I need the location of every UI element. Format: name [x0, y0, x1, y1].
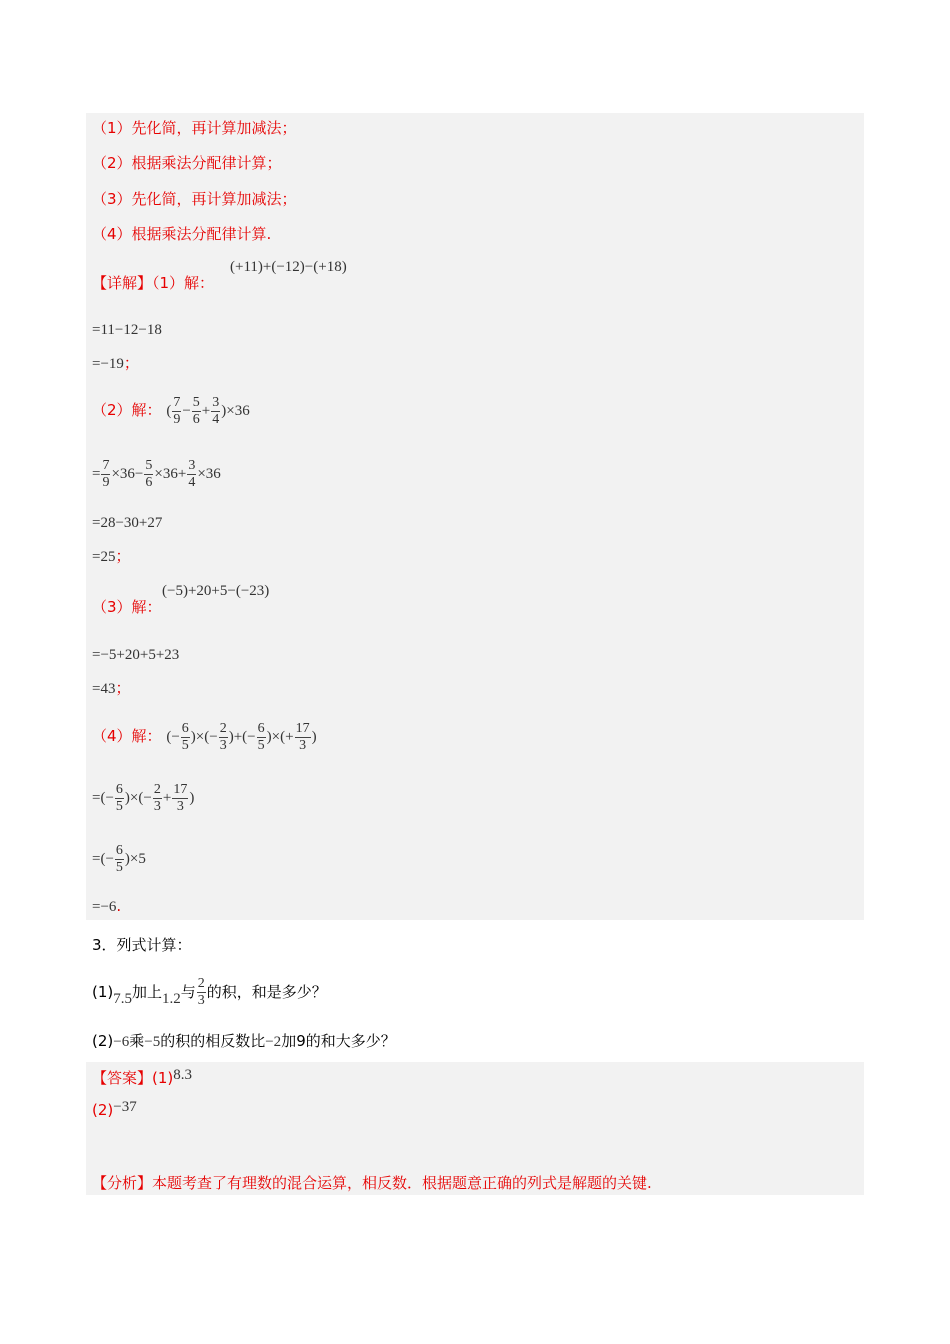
part1-step1: =11−12−18: [92, 322, 162, 338]
fraction: $\frac{5}{6}$: [192, 395, 200, 428]
fraction: $\frac{17}{3}$: [173, 782, 188, 815]
part2-step2: =28−30+27: [92, 515, 163, 531]
part3-expression: (−5)+20+5−(−23): [162, 583, 270, 599]
part2-expression: ( $\frac{7}{9}$ − $\frac{5}{6}$ + $\frac{3}{4}$ )×36: [166, 395, 250, 428]
fraction: $\frac{7}{9}$: [173, 395, 181, 428]
question3-title: 3．列式计算：: [92, 936, 192, 954]
step-1: （1）先化简，再计算加减法；: [92, 119, 297, 137]
part2-result: =25: [92, 549, 116, 565]
part2-result-line: [92, 546, 130, 567]
part3-result: =43: [92, 681, 116, 697]
part4-step1: =(− $\frac{6}{5}$ )×(− $\frac{2}{3}$ + $\frac{17}{3}$ ): [92, 782, 195, 815]
question3-part1: (1)7.5加上1.2与 $\frac{2}{3}$ 的积，和是多少？: [92, 976, 327, 1008]
fraction: $\frac{3}{4}$: [212, 395, 220, 428]
part2-label: （2）解：: [92, 401, 162, 419]
part1-label: （1）解：: [152, 274, 215, 292]
answer-1: 8.3: [173, 1067, 193, 1083]
part3-end: ；: [115, 679, 131, 697]
part1-result-line: [92, 353, 139, 374]
answer-line-2: (2)−37: [92, 1099, 137, 1119]
part1-expression: (+11)+(−12)−(+18): [230, 259, 347, 275]
part4-step2: =(− $\frac{6}{5}$ )×5: [92, 843, 146, 876]
part1-end: ；: [123, 354, 139, 372]
part3-label: （3）解：: [92, 598, 162, 616]
part4-label-line: [92, 714, 317, 759]
part1-result: =−19: [92, 356, 124, 372]
detail-tag: 【详解】: [92, 274, 153, 292]
part4-result: =−6: [92, 899, 117, 915]
step-2: （2）根据乘法分配律计算；: [92, 154, 282, 172]
part4-result-line: [92, 896, 121, 917]
step-4: （4）根据乘法分配律计算.: [92, 225, 272, 243]
part1-label-line: [92, 273, 214, 293]
question3-part2: (2)−6乘−5的积的相反数比−2加9的和大多少？: [92, 1032, 396, 1050]
fraction: $\frac{6}{5}$: [115, 843, 123, 876]
part2-end: ；: [115, 547, 131, 565]
part4-label: （4）解：: [92, 727, 162, 745]
fraction: $\frac{5}{6}$: [145, 458, 153, 491]
step-3: （3）先化简，再计算加减法；: [92, 190, 297, 208]
analysis-line: [92, 1173, 652, 1193]
fraction: $\frac{6}{5}$: [257, 721, 265, 754]
part4-end: .: [116, 897, 122, 915]
fraction: $\frac{3}{4}$: [188, 458, 196, 491]
fraction: $\frac{2}{3}$: [153, 782, 161, 815]
part3-result-line: [92, 678, 130, 699]
part4-expression: (− $\frac{6}{5}$ )×(− $\frac{2}{3}$ )+(− $\frac{6}{5}$ )×(+ $\frac{17}{3}$ ): [166, 721, 317, 754]
fraction: $\frac{2}{3}$: [197, 976, 205, 1008]
part2-label-line: [92, 388, 250, 433]
fraction: $\frac{7}{9}$: [102, 458, 110, 491]
answer-2: −37: [113, 1099, 137, 1115]
fraction: $\frac{6}{5}$: [181, 721, 189, 754]
fraction: $\frac{6}{5}$: [115, 782, 123, 815]
analysis-text: 本题考查了有理数的混合运算，相反数．根据题意正确的列式是解题的关键.: [152, 1174, 652, 1192]
fraction: $\frac{17}{3}$: [295, 721, 310, 754]
part2-step1: = $\frac{7}{9}$ ×36− $\frac{5}{6}$ ×36+ $\frac{3}{4}$ ×36: [92, 458, 221, 491]
answer-line-1: 【答案】(1)8.3: [92, 1067, 193, 1087]
fraction: $\frac{2}{3}$: [219, 721, 227, 754]
part3-step1: =−5+20+5+23: [92, 647, 180, 663]
analysis-tag: 【分析】: [92, 1174, 153, 1192]
answer-tag: 【答案】: [92, 1069, 153, 1087]
